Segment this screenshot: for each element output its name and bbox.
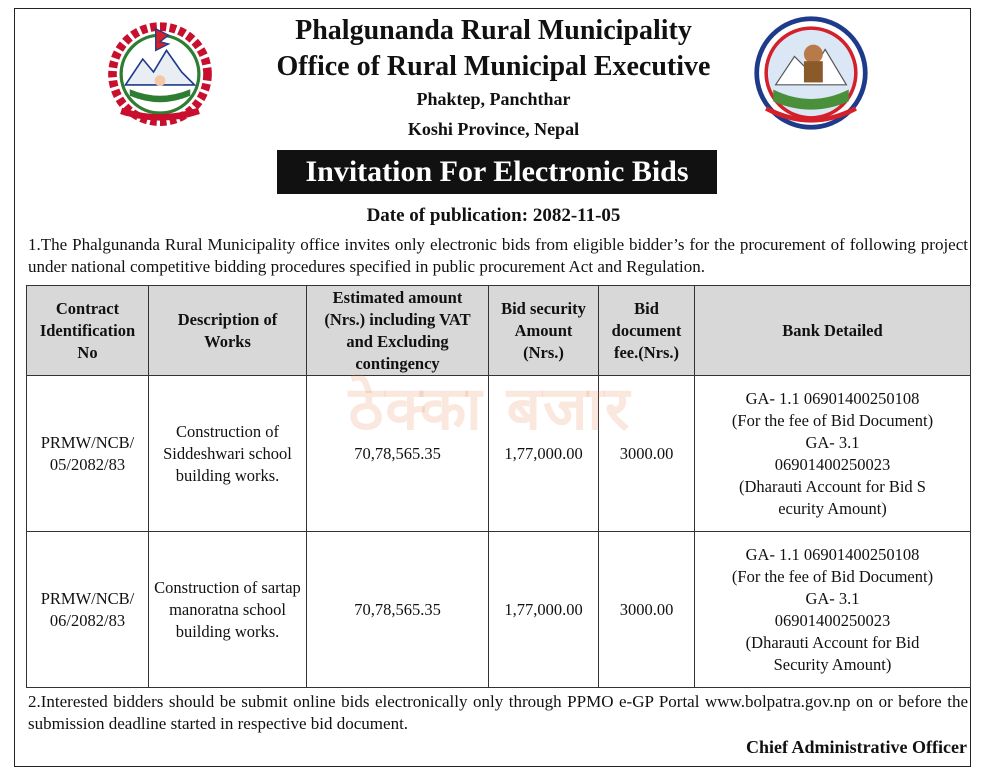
bank-line: Security Amount) xyxy=(773,654,892,674)
table-row xyxy=(27,532,971,688)
bank-detail-cell xyxy=(695,532,971,688)
bank-line: (For the fee of Bid Document) xyxy=(731,410,934,430)
publication-date: Date of publication: 2082-11-05 xyxy=(366,205,621,226)
document-fee-cell: 3000.00 xyxy=(599,376,695,532)
invitation-paragraph: 1.The Phalgunanda Rural Municipality office invites only electronic bids from eligible bidder’s for the procurement of following project under national competitive bidding procedures specified in public procurement Act and Regulation. xyxy=(28,235,968,276)
header-bid-security: Bid security Amount (Nrs.) xyxy=(489,286,599,376)
office-name: Office of Rural Municipal Executive xyxy=(276,51,711,82)
office-address: Phaktep, Panchthar xyxy=(416,89,571,109)
bank-line: GA- 1.1 06901400250108 xyxy=(745,388,920,408)
bank-line: 06901400250023 xyxy=(774,610,891,630)
header-bank-detail: Bank Detailed xyxy=(695,286,971,376)
province-line: Koshi Province, Nepal xyxy=(407,119,580,139)
bank-line: GA- 1.1 06901400250108 xyxy=(745,544,920,564)
bank-line: 06901400250023 xyxy=(774,454,891,474)
description-cell: Construction of sartap manoratna school building works. xyxy=(149,532,307,688)
bank-detail-cell xyxy=(695,376,971,532)
bid-security-cell: 1,77,000.00 xyxy=(489,376,599,532)
watermark: ठेक्का बजार xyxy=(348,374,632,444)
table-row xyxy=(27,376,971,532)
header-contract-id: Contract Identification No xyxy=(27,286,149,376)
bank-line: (Dharauti Account for Bid S xyxy=(739,476,926,496)
bank-line: ecurity Amount) xyxy=(778,498,887,518)
signature-title: Chief Administrative Officer xyxy=(746,737,967,757)
header-description: Description of Works xyxy=(149,286,307,376)
estimated-amount-cell: 70,78,565.35 xyxy=(307,376,489,532)
notice-title-banner: Invitation For Electronic Bids xyxy=(277,150,717,194)
header-document-fee: Bid document fee.(Nrs.) xyxy=(599,286,695,376)
bank-line: GA- 3.1 xyxy=(805,588,860,608)
contract-id-cell: PRMW/NCB/ 05/2082/83 xyxy=(27,376,149,532)
document-fee-cell: 3000.00 xyxy=(599,532,695,688)
submission-paragraph: 2.Interested bidders should be submit online bids electronically only through PPMO e-GP Portal www.bolpatra.gov.np on or before the submission deadline started in respective bid document. xyxy=(28,692,968,733)
contract-id-cell: PRMW/NCB/ 06/2082/83 xyxy=(27,532,149,688)
header-estimated-amount: Estimated amount (Nrs.) including VAT and Excluding contingency xyxy=(307,286,489,376)
table-header-row xyxy=(27,286,971,376)
bank-line: (For the fee of Bid Document) xyxy=(731,566,934,586)
estimated-amount-cell: 70,78,565.35 xyxy=(307,532,489,688)
bank-line: GA- 3.1 xyxy=(805,432,860,452)
bid-table xyxy=(26,285,971,688)
bid-security-cell: 1,77,000.00 xyxy=(489,532,599,688)
bank-line: (Dharauti Account for Bid xyxy=(745,632,920,652)
municipality-name: Phalgunanda Rural Municipality xyxy=(295,15,692,46)
description-cell: Construction of Siddeshwari school building works. xyxy=(149,376,307,532)
